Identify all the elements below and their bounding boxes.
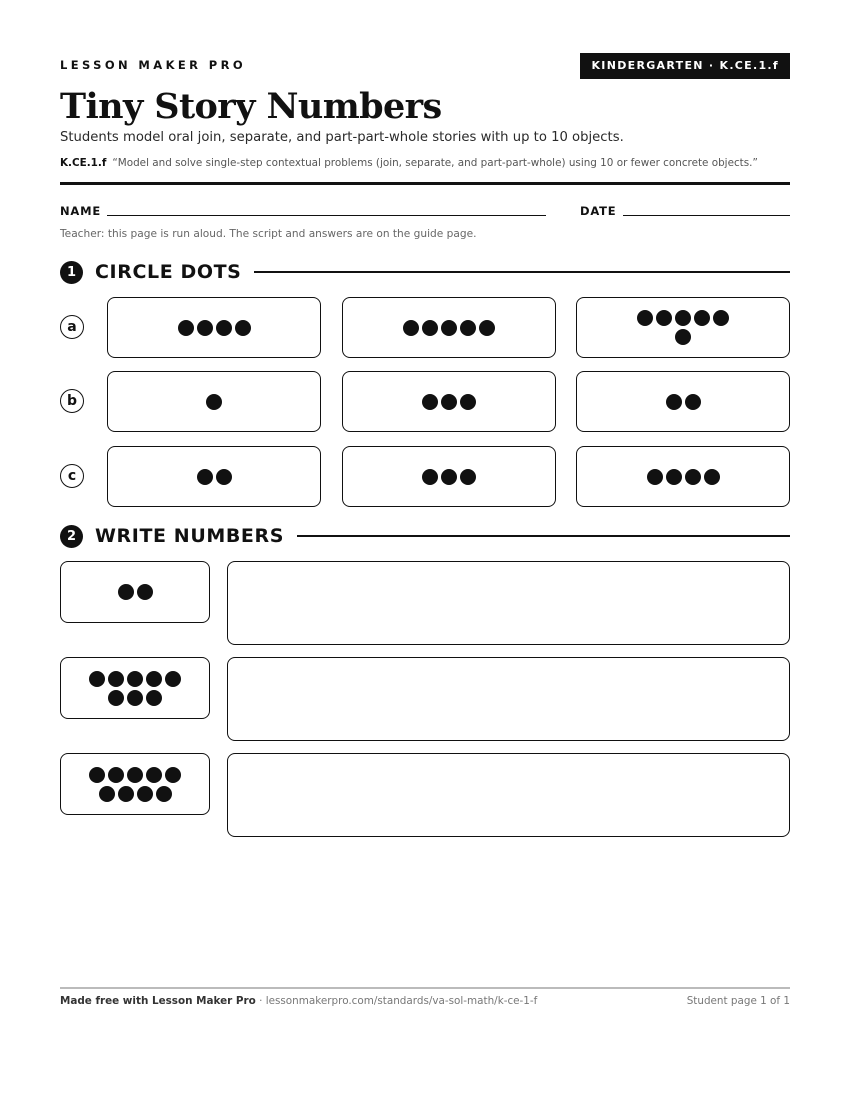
dot [127, 767, 143, 783]
dot [675, 310, 691, 326]
dot [422, 469, 438, 485]
dot [146, 767, 162, 783]
dot-group [89, 671, 181, 706]
dot-card[interactable] [576, 371, 790, 432]
dot [441, 320, 457, 336]
dot-card[interactable] [576, 446, 790, 507]
dot [637, 310, 653, 326]
dot [422, 394, 438, 410]
dot [146, 671, 162, 687]
section-title: CIRCLE DOTS [95, 261, 242, 283]
row-letter: c [60, 464, 84, 488]
answer-box[interactable] [227, 561, 790, 645]
dot [146, 690, 162, 706]
worksheet-page [60, 0, 790, 1100]
dot [108, 690, 124, 706]
dot-card[interactable] [107, 446, 321, 507]
answer-box[interactable] [227, 657, 790, 741]
standard-code: K.CE.1.f [60, 157, 107, 169]
dot [704, 469, 720, 485]
dot [460, 469, 476, 485]
dot [460, 394, 476, 410]
dot [197, 320, 213, 336]
section-2-header [60, 523, 790, 549]
dot-group [637, 310, 729, 345]
dot-card[interactable] [342, 371, 556, 432]
dot-group [89, 767, 181, 802]
dot-group [403, 320, 495, 336]
dot [441, 469, 457, 485]
name-label: NAME [60, 204, 102, 218]
dot [118, 584, 134, 600]
footer-made-with: Made free with Lesson Maker Pro [60, 995, 256, 1007]
footer-credit [60, 995, 537, 1007]
dot [178, 320, 194, 336]
section-number: 1 [60, 261, 83, 284]
dot [206, 394, 222, 410]
dot-card[interactable] [576, 297, 790, 358]
dot [460, 320, 476, 336]
dot-card[interactable] [342, 297, 556, 358]
dot-card[interactable] [107, 297, 321, 358]
dot [441, 394, 457, 410]
section-rule [254, 271, 790, 272]
dot [156, 786, 172, 802]
dot [666, 469, 682, 485]
dot-group [403, 394, 495, 410]
dot [108, 767, 124, 783]
dot [89, 671, 105, 687]
date-label: DATE [580, 204, 617, 218]
dot [422, 320, 438, 336]
dot [165, 671, 181, 687]
dot [694, 310, 710, 326]
standard-line [60, 157, 758, 169]
dot [656, 310, 672, 326]
answer-box[interactable] [227, 753, 790, 837]
dot-group [168, 469, 260, 485]
dot [216, 320, 232, 336]
dot [127, 690, 143, 706]
footer-divider [60, 987, 790, 989]
row-letter: a [60, 315, 84, 339]
dot [197, 469, 213, 485]
name-field[interactable] [107, 215, 546, 216]
dot [108, 671, 124, 687]
section-title: WRITE NUMBERS [95, 525, 285, 547]
row-letter: b [60, 389, 84, 413]
dot [165, 767, 181, 783]
dot [666, 394, 682, 410]
dot [647, 469, 663, 485]
dot [89, 767, 105, 783]
dot [235, 320, 251, 336]
header-divider [60, 182, 790, 185]
brand-name: LESSON MAKER PRO [60, 58, 247, 72]
page-title: Tiny Story Numbers [60, 86, 442, 127]
dot [118, 786, 134, 802]
section-1-header [60, 259, 790, 285]
dot [137, 786, 153, 802]
dot-card[interactable] [107, 371, 321, 432]
dot [403, 320, 419, 336]
dot [479, 320, 495, 336]
teacher-note: Teacher: this page is run aloud. The script and answers are on the guide page. [60, 228, 477, 240]
dot-card [60, 753, 210, 815]
dot [685, 394, 701, 410]
dot [99, 786, 115, 802]
dot [675, 329, 691, 345]
footer-url[interactable]: · lessonmakerpro.com/standards/va-sol-math/k-ce-1-f [255, 995, 538, 1007]
dot-group [637, 469, 729, 485]
dot [713, 310, 729, 326]
dot-group [89, 584, 181, 600]
dot-group [403, 469, 495, 485]
dot-card [60, 561, 210, 623]
dot-group [168, 320, 260, 336]
dot [127, 671, 143, 687]
standard-text: “Model and solve single-step contextual problems (join, separate, and part-part-whole) using 10 or fewer concrete objects.” [112, 157, 758, 169]
dot [137, 584, 153, 600]
section-rule [297, 535, 790, 536]
dot [216, 469, 232, 485]
dot-group [168, 394, 260, 410]
dot-group [637, 394, 729, 410]
grade-standard-badge: KINDERGARTEN · K.CE.1.f [580, 53, 790, 79]
footer-page-number: Student page 1 of 1 [686, 995, 790, 1007]
dot-card[interactable] [342, 446, 556, 507]
section-number: 2 [60, 525, 83, 548]
dot [685, 469, 701, 485]
dot-card [60, 657, 210, 719]
date-field[interactable] [623, 215, 790, 216]
page-subtitle: Students model oral join, separate, and part-part-whole stories with up to 10 objects. [60, 130, 624, 145]
